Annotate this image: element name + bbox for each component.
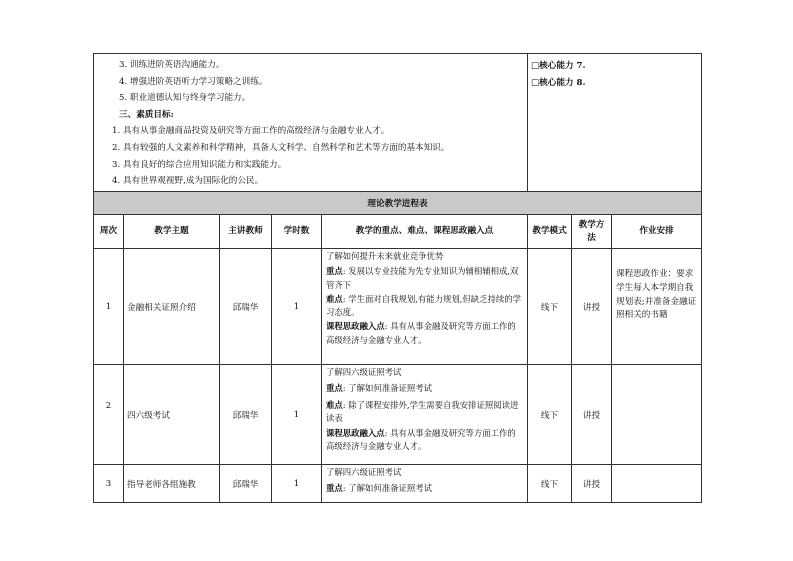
homework-cell: [612, 365, 702, 465]
topic-cell: 四六级考试: [124, 365, 220, 465]
hard-label: 难点: [326, 399, 343, 410]
homework-cell: [612, 465, 702, 503]
ideology-label: 课程思政融入点: [326, 428, 385, 439]
homework-cell: 课程思政作业：要求学生每人本学期自我规划表;并准备金融证照相关的书籍: [612, 249, 702, 365]
mode-cell: 线下: [528, 465, 572, 503]
content-intro: 了解四六级证照考试: [326, 367, 402, 377]
quality-item: 4. 具有世界观视野,成为国际化的公民。: [112, 176, 264, 187]
week-cell: 1: [94, 249, 124, 365]
hours-cell: 1: [272, 465, 322, 503]
table-row: [94, 249, 702, 365]
ability-item: 5. 职业道德认知与终身学习能力。: [119, 93, 251, 104]
hard-label: 难点: [326, 293, 343, 304]
header-mode: 教学模式: [528, 215, 572, 249]
table-row: [94, 365, 702, 465]
week-cell: 3: [94, 465, 124, 503]
ideology-text: : 具有从事金融及研究等方面工作的高级经济与金融专业人才。: [326, 321, 516, 345]
key-label: 重点: [326, 483, 343, 494]
ideology-point: [326, 427, 524, 454]
core-abilities-cell: [528, 54, 702, 192]
header-method: 教学方法: [572, 215, 612, 249]
mode-cell: 线下: [528, 365, 572, 465]
method-cell: 讲授: [572, 249, 612, 365]
ideology-text: : 具有从事金融及研究等方面工作的高级经济与金融专业人才。: [326, 428, 516, 452]
key-text: : 了解如何准备证照考试: [342, 483, 432, 494]
quality-item: 2. 具有较强的人文素养和科学精神，具备人文科学、自然科学和艺术等方面的基本知识。: [112, 142, 450, 153]
header-topic: 教学主题: [124, 215, 220, 249]
content-intro: 了解如何提升未来就业竞争优势: [326, 251, 444, 261]
key-point: [326, 382, 524, 395]
method-cell: 讲授: [572, 365, 612, 465]
objectives-row: [94, 54, 702, 192]
topic-cell: 指导老师各组施教: [124, 465, 220, 503]
header-content: 教学的重点、难点、课程思政融入点: [322, 215, 528, 249]
quality-item: 3. 具有良好的综合应用知识能力和实践能力。: [112, 159, 287, 170]
key-label: 重点: [326, 383, 343, 394]
content-cell: [322, 249, 528, 365]
quality-heading: 三、素质目标:: [119, 109, 174, 120]
objectives-cell: [94, 54, 528, 192]
header-hours: 学时数: [272, 215, 322, 249]
section-title-row: [94, 192, 702, 215]
week-cell: 2: [94, 365, 124, 465]
method-cell: 讲授: [572, 465, 612, 503]
mode-cell: 线下: [528, 249, 572, 365]
core-ability-checkbox[interactable]: □核心能力 8.: [531, 77, 586, 88]
topic-cell: 金融相关证照介绍: [124, 249, 220, 365]
teacher-cell: 邱瑞华: [220, 465, 272, 503]
hard-text: : 除了课程安排外,学生需要自我安排证照阅读进读表: [326, 399, 519, 423]
section-title: 理论教学进程表: [94, 192, 702, 215]
key-text: : 发展以专业技能为先专业知识为辅相辅相成,双管齐下: [326, 266, 519, 290]
syllabus-table: [93, 53, 702, 503]
core-ability-checkbox[interactable]: □核心能力 7.: [531, 61, 586, 71]
difficulty-point: [326, 293, 524, 320]
ability-item: 4. 增强进阶英语听力学习策略之训练。: [119, 76, 268, 87]
key-point: [326, 265, 524, 292]
hard-text: : 学生面对自我规划,有能力规划,但缺乏持续的学习态度。: [326, 293, 522, 318]
ideology-label: 课程思政融入点: [326, 321, 385, 332]
header-week: 周次: [94, 215, 124, 249]
ability-item: 3. 训练进阶英语沟通能力。: [119, 60, 225, 70]
difficulty-point: [326, 399, 524, 426]
teacher-cell: 邱瑞华: [220, 249, 272, 365]
key-label: 重点: [326, 266, 343, 277]
header-homework: 作业安排: [612, 215, 702, 249]
content-cell: [322, 465, 528, 503]
hours-cell: 1: [272, 365, 322, 465]
hours-cell: 1: [272, 249, 322, 365]
content-intro: 了解四六级证照考试: [326, 467, 402, 477]
content-cell: [322, 365, 528, 465]
teacher-cell: 邱瑞华: [220, 365, 272, 465]
quality-item: 1. 具有从事金融商品投资及研究等方面工作的高级经济与金融专业人才。: [112, 126, 390, 137]
ideology-point: [326, 320, 524, 347]
header-teacher: 主讲教师: [220, 215, 272, 249]
header-row: [94, 215, 702, 249]
key-text: : 了解如何准备证照考试: [342, 383, 432, 394]
table-row: [94, 465, 702, 503]
key-point: [326, 482, 524, 495]
